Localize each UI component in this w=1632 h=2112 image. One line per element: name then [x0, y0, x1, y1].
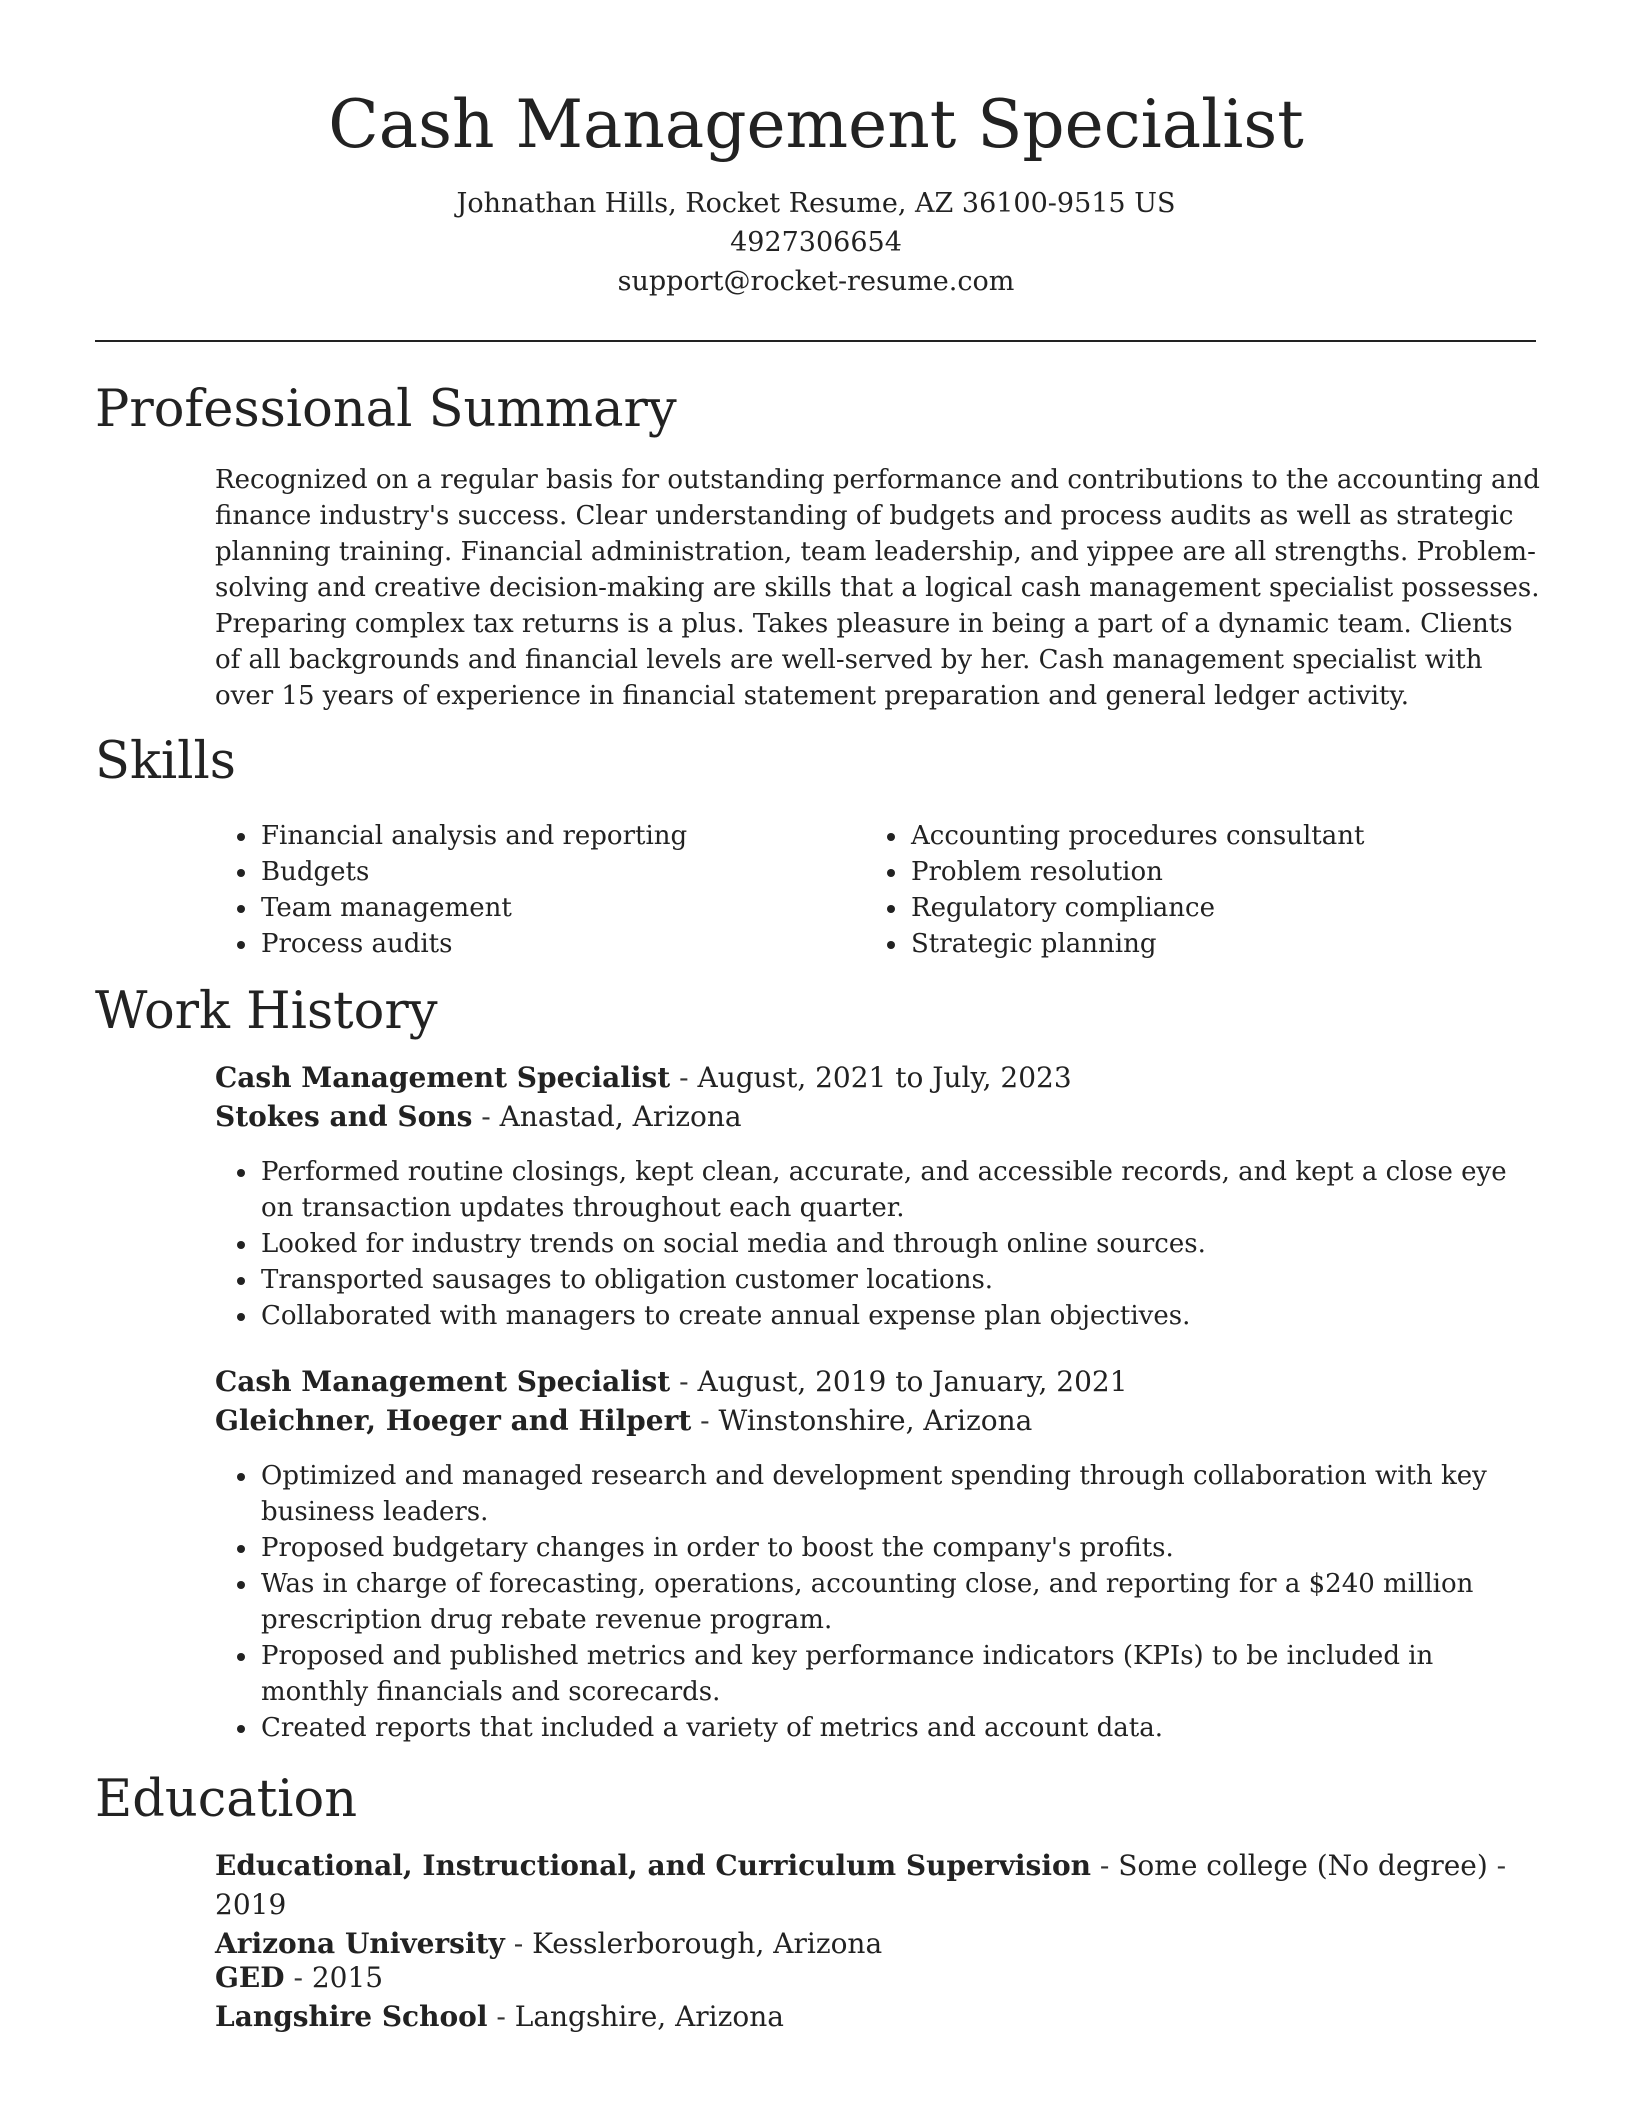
job-duty: • Proposed budgetary changes in order to boost the company's profits.	[259, 1530, 1540, 1566]
separator: -	[1090, 1849, 1119, 1882]
separator: -	[504, 1927, 533, 1960]
education-degree: Some college (No degree)	[1118, 1849, 1488, 1882]
skills-list	[215, 818, 1540, 962]
separator: -	[284, 1961, 312, 1994]
job-location: Winstonshire, Arizona	[718, 1404, 1033, 1437]
job-title: Cash Management Specialist	[215, 1365, 671, 1398]
job-company: Gleichner, Hoeger and Hilpert	[215, 1404, 692, 1437]
skill-item: • Process audits	[259, 926, 859, 962]
skill-item: • Team management	[259, 890, 859, 926]
page-title: Cash Management Specialist	[328, 86, 1304, 163]
skills-column-left	[215, 818, 859, 962]
skill-item: • Financial analysis and reporting	[259, 818, 859, 854]
skills-heading: Skills	[95, 732, 236, 791]
summary-text: Recognized on a regular basis for outstanding performance and contributions to the accounting and finance industry's success. Clear understanding of budgets and process audits as well as strategic planning training. Financial administration, team leadership, and yippee are all strengths. Problem-solving and creative decision-making are skills that a logical cash management specialist possesses. Preparing complex tax returns is a plus. Takes pleasure in being a part of a dynamic team. Clients of all backgrounds and financial levels are well-served by her. Cash management specialist with over 15 years of experience in financial statement preparation and general ledger activity.	[215, 465, 1540, 711]
job-duties	[215, 1458, 1540, 1746]
skill-item: • Budgets	[259, 854, 859, 890]
job-entry	[215, 1362, 1540, 1746]
job-duty: • Looked for industry trends on social media and through online sources.	[259, 1226, 1540, 1262]
work-heading: Work History	[95, 982, 438, 1041]
education-field: Educational, Instructional, and Curriculum Supervision	[215, 1849, 1091, 1882]
job-duty: • Performed routine closings, kept clean, accurate, and accessible records, and kept a close eye on transaction updates throughout each quarter.	[259, 1154, 1540, 1226]
separator: -	[472, 1100, 500, 1133]
education-degree-line	[215, 1846, 1540, 1924]
job-duty: • Collaborated with managers to create annual expense plan objectives.	[259, 1298, 1540, 1334]
contact-address: Johnathan Hills, Rocket Resume, AZ 36100-9515 US	[456, 188, 1176, 219]
job-duty: • Optimized and managed research and development spending through collaboration with key business leaders.	[259, 1458, 1540, 1530]
education-degree-line	[215, 1958, 1540, 1997]
contact-email: support@rocket-resume.com	[617, 266, 1015, 297]
education-field: GED	[215, 1961, 285, 1994]
job-dates: August, 2021 to July, 2023	[697, 1061, 1072, 1094]
job-duty: • Transported sausages to obligation customer locations.	[259, 1262, 1540, 1298]
separator: -	[487, 2000, 515, 2033]
separator: -	[1487, 1849, 1507, 1882]
education-entry	[215, 1958, 1540, 2036]
skill-item: • Regulatory compliance	[909, 890, 1509, 926]
skills-column-right	[865, 818, 1509, 962]
job-title-line	[215, 1362, 1540, 1401]
job-location: Anastad, Arizona	[499, 1100, 742, 1133]
job-company-line	[215, 1401, 1540, 1440]
job-duty: • Was in charge of forecasting, operations, accounting close, and reporting for a $240 million prescription drug rebate revenue program.	[259, 1566, 1540, 1638]
job-duties	[215, 1154, 1540, 1334]
job-duty: • Proposed and published metrics and key performance indicators (KPIs) to be included in monthly financials and scorecards.	[259, 1638, 1540, 1710]
job-company-line	[215, 1097, 1540, 1136]
job-title: Cash Management Specialist	[215, 1061, 671, 1094]
contact-info	[0, 184, 1632, 301]
skill-item: • Strategic planning	[909, 926, 1509, 962]
job-company: Stokes and Sons	[215, 1100, 473, 1133]
education-year: 2015	[311, 1961, 384, 1994]
job-title-line	[215, 1058, 1540, 1097]
job-dates: August, 2019 to January, 2021	[697, 1365, 1128, 1398]
skill-item: • Accounting procedures consultant	[909, 818, 1509, 854]
job-duty: • Created reports that included a variety of metrics and account data.	[259, 1710, 1540, 1746]
separator: -	[670, 1061, 698, 1094]
education-location: Langshire, Arizona	[514, 2000, 784, 2033]
skill-item: • Problem resolution	[909, 854, 1509, 890]
separator: -	[691, 1404, 719, 1437]
education-school-line	[215, 1997, 1540, 2036]
contact-phone: 4927306654	[730, 227, 902, 258]
education-location: Kesslerborough, Arizona	[532, 1927, 883, 1960]
education-year: 2019	[215, 1888, 287, 1921]
education-heading: Education	[95, 1770, 358, 1829]
summary-heading: Professional Summary	[95, 380, 677, 439]
education-school: Arizona University	[215, 1927, 505, 1960]
education-entry	[215, 1846, 1540, 1963]
separator: -	[670, 1365, 698, 1398]
resume-header	[0, 0, 1632, 301]
header-divider	[95, 340, 1536, 342]
education-school: Langshire School	[215, 2000, 488, 2033]
job-entry	[215, 1058, 1540, 1334]
